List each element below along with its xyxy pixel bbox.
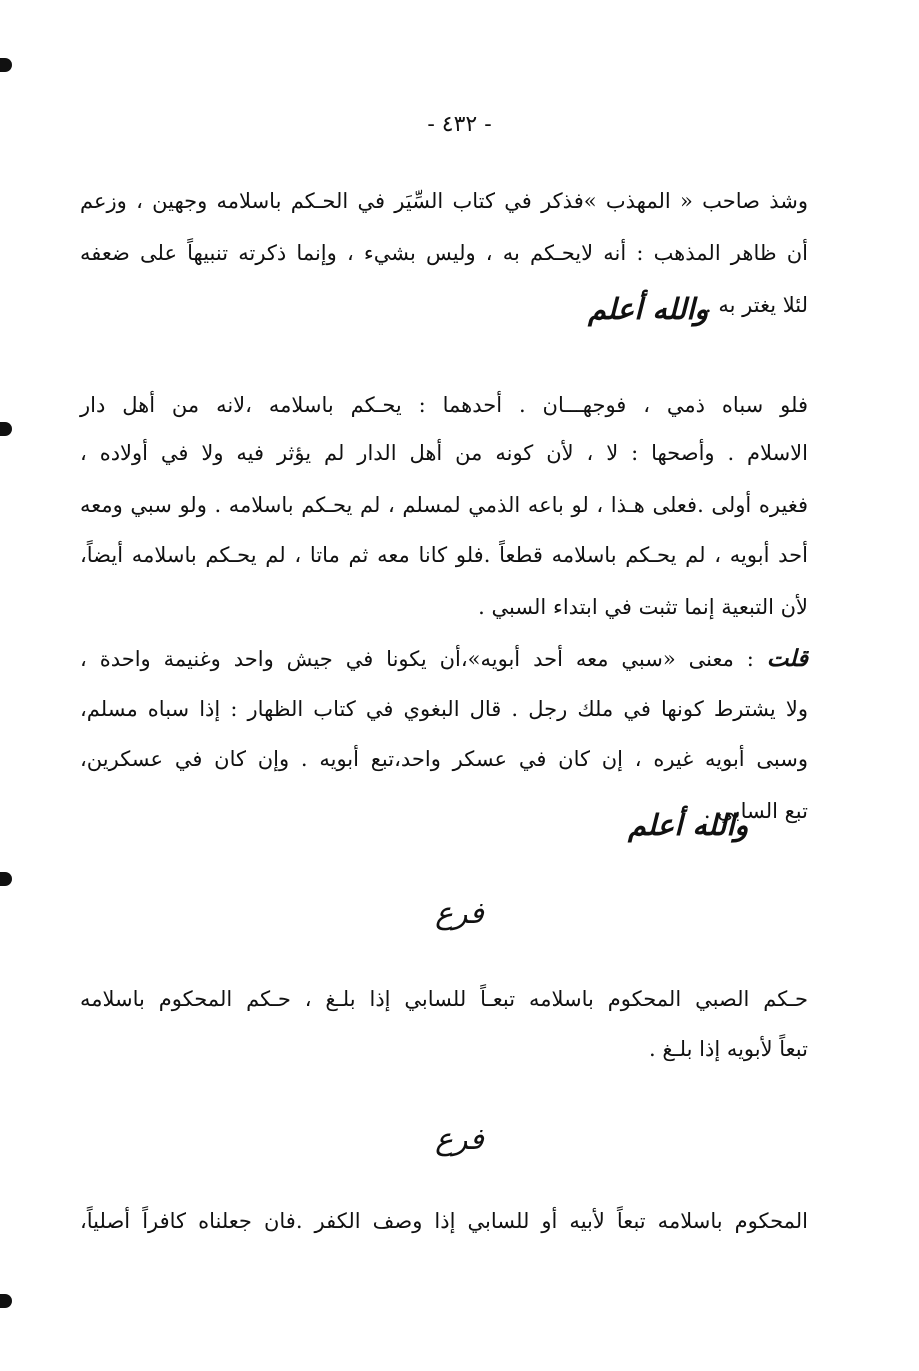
text-line: أن ظاهر المذهب : أنه لايحـكم به ، وليس بشيء ، وإنما ذكرته تنبيهاً على ضعفه: [80, 241, 808, 265]
text-line: وشذ صاحب « المهذب »فذكر في كتاب السِّيَر في الحـكم باسلامه وجهين ، وزعم: [80, 189, 808, 213]
margin-mark: [0, 872, 12, 886]
text-line: أحد أبويه ، لم يحـكم باسلامه قطعاً .فلو كانا معه ثم ماتا ، لم يحـكم باسلامه أيضاً،: [80, 543, 808, 567]
page-number: - ٤٣٢ -: [427, 112, 492, 137]
margin-mark: [0, 58, 12, 72]
text-line: فلو سباه ذمي ، فوجهـــان . أحدهما : يحـكم باسلامه ،لانه من أهل دار: [80, 393, 808, 417]
text-line: لئلا يغتر به .: [705, 293, 808, 317]
text-line: فغيره أولى .فعلى هـذا ، لو باعه الذمي لمسلم ، لم يحـكم باسلامه . ولو سبي ومعه: [80, 493, 808, 517]
qult-text: : معنى «سبي معه أحد أبويه»،أن يكونا في جيش واحد وغنيمة واحدة ،: [80, 647, 767, 671]
text-line: تبعاً لأبويه إذا بلـغ .: [648, 1037, 808, 1061]
text-line: [80, 644, 808, 674]
margin-mark: [0, 1294, 12, 1308]
closing-formula: والله أعلم: [588, 292, 709, 326]
text-line: حـكم الصبي المحكوم باسلامه تبعـاً للسابي إذا بلـغ ، حـكم المحكوم باسلامه: [80, 987, 808, 1011]
text-line: تبع السابي .: [703, 799, 808, 823]
margin-mark: [0, 422, 12, 436]
section-heading: فرع: [435, 1122, 484, 1157]
text-line: الاسلام . وأصحها : لا ، لأن كونه من أهل الدار لم يؤثر فيه ولا في أولاده ،: [80, 441, 808, 465]
qult-label: قلت: [766, 645, 808, 672]
text-line: ولا يشترط كونها في ملك رجل . قال البغوي في كتاب الظهار : إذا سباه مسلم،: [80, 697, 808, 721]
text-line: لأن التبعية إنما تثبت في ابتداء السبي .: [478, 595, 808, 619]
section-heading: فرع: [435, 896, 484, 931]
text-line: وسبى أبويه غيره ، إن كان في عسكر واحد،تبع أبويه . وإن كان في عسكرين،: [80, 747, 808, 771]
closing-formula: والله أعلم: [628, 808, 749, 842]
text-line: المحكوم باسلامه تبعاً لأبيه أو للسابي إذا وصف الكفر .فان جعلناه كافراً أصلياً،: [80, 1209, 808, 1233]
